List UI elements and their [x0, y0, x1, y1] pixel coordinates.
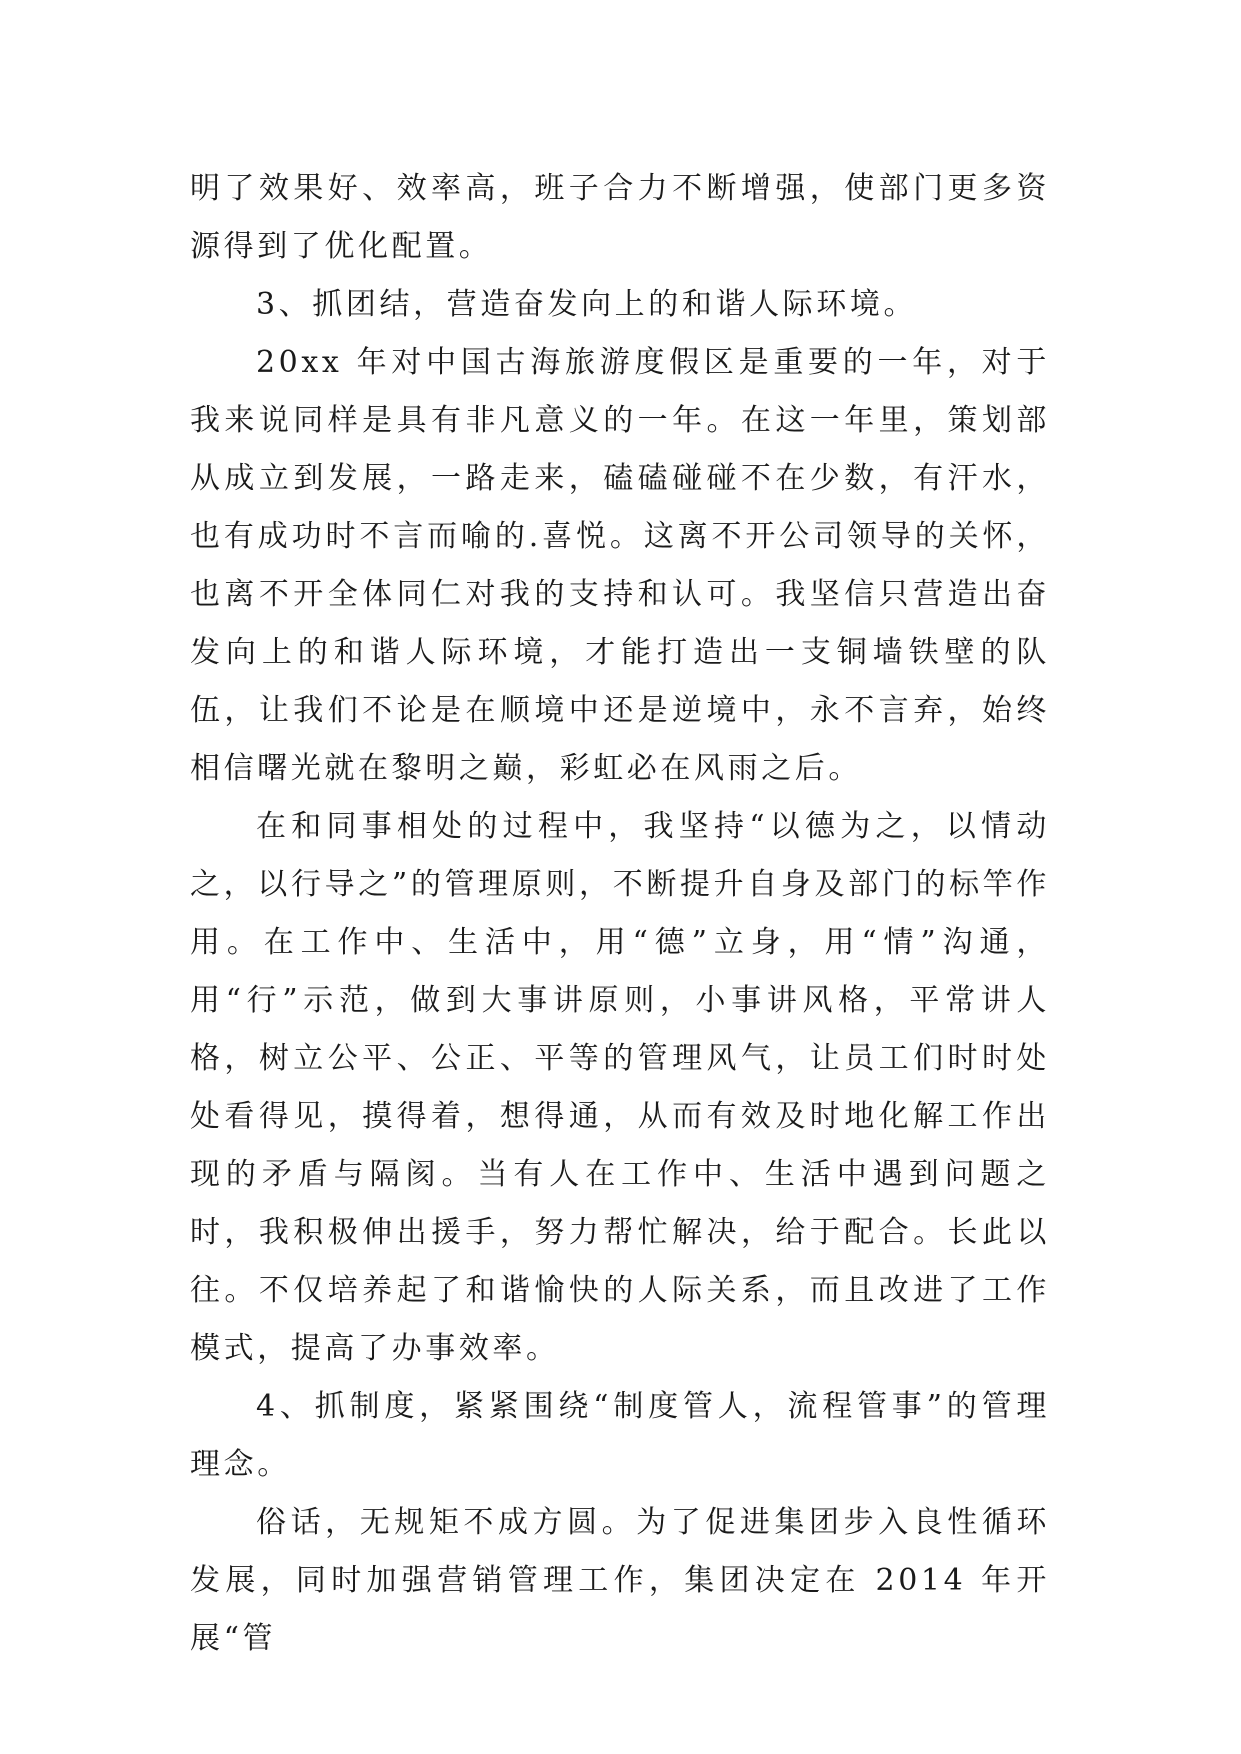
text-line: 展，同时加强营销管理工作，集团决定在 2014 年开展“管	[190, 1563, 1050, 1656]
text-line: 说同样是具有非凡意义的一年。在这一年里，策划部从成立	[190, 403, 1050, 496]
text-line: 在工作中、生活中，用“德”立身，用“情”沟通，用“行”	[190, 925, 1050, 1018]
text-line: 谐人际环境，才能打造出一支铜墙铁壁的队伍，让我们不论	[190, 635, 1050, 728]
text-line: 理念。	[190, 1447, 291, 1482]
text-line: 得到了优化配置。	[223, 229, 493, 264]
text-line: 是在顺境中还是逆境中，永不言弃，始终相信曙光就在黎明	[190, 693, 1050, 786]
text-line: 之巅，彩虹必在风雨之后。	[458, 751, 863, 786]
text-line: 得着，想得通，从而有效及时地化解工作出现的矛盾与隔阂。	[190, 1099, 1050, 1192]
text-line: 时不言而喻的.喜悦。这离不开公司领导的关怀，也离不开	[190, 519, 1050, 612]
text-line: 到发展，一路走来，磕磕碰碰不在少数，有汗水，也有成功	[190, 461, 1050, 554]
text-line: 全体同仁对我的支持和认可。我坚信只营造出奋发向上的和	[190, 577, 1050, 670]
text-line: 努力帮忙解决，给于配合。长此以往。不仅培养起了和谐愉	[190, 1215, 1051, 1308]
heading-item-4	[190, 1378, 1050, 1494]
text-line: 俗话，无规矩不成方圆。为了促进集团步入良性循环发	[190, 1505, 1050, 1598]
paragraph-management-principles	[190, 798, 1050, 1378]
paragraph-year-review	[190, 334, 1050, 798]
paragraph-continuation	[190, 160, 1050, 276]
paragraph-rules	[190, 1494, 1050, 1668]
text-line: 明了效果好、效率高，班子合力不断增强，使部门更多资源	[190, 171, 1050, 264]
text-line: 20xx 年对中国古海旅游度假区是重要的一年，对于我来	[190, 345, 1050, 438]
heading-item-3	[190, 276, 1050, 334]
text-line: 3、抓团结，营造奋发向上的和谐人际环境。	[256, 287, 918, 322]
text-line: 示范，做到大事讲原则，小事讲风格，平常讲人格，树立公	[190, 983, 1050, 1076]
text-line: 以行导之”的管理原则，不断提升自身及部门的标竿作用。	[190, 867, 1050, 960]
document-body	[190, 160, 1050, 1668]
text-line: 平、公正、平等的管理风气，让员工们时时处处看得见，摸	[190, 1041, 1051, 1134]
text-line: 快的人际关系，而且改进了工作模式，提高了办事效率。	[190, 1273, 1050, 1366]
text-line: 当有人在工作中、生活中遇到问题之时，我积极伸出援手，	[190, 1157, 1050, 1250]
text-line: 4、抓制度，紧紧围绕“制度管人，流程管事”的管理	[256, 1389, 1050, 1424]
text-line: 在和同事相处的过程中，我坚持“以德为之，以情动之，	[190, 809, 1050, 902]
